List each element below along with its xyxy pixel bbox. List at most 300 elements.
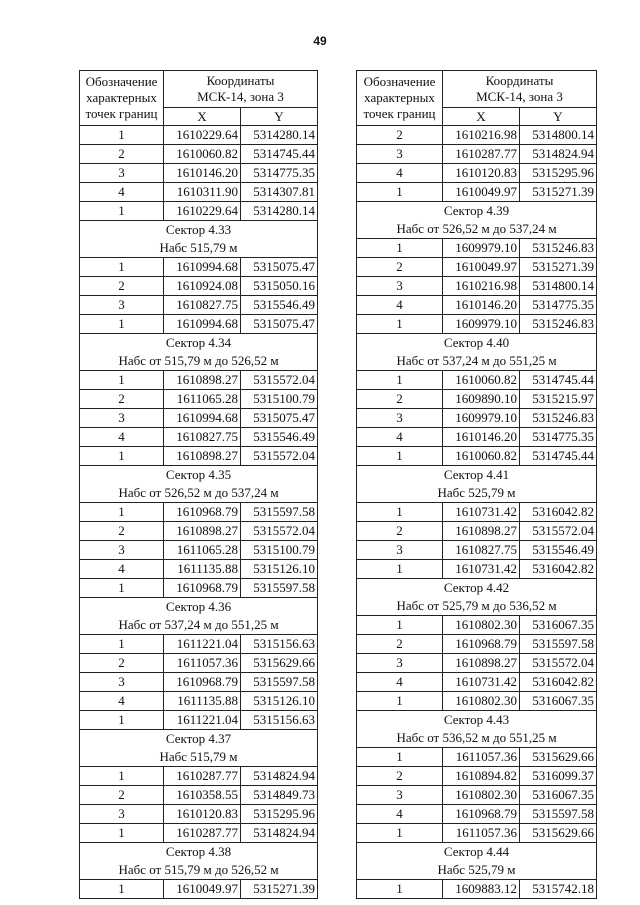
x-coordinate: 1610994.68 <box>164 409 241 428</box>
y-coordinate: 5315629.66 <box>520 748 597 767</box>
table-row <box>357 654 597 673</box>
x-coordinate: 1610827.75 <box>443 541 520 560</box>
x-coordinate: 1611057.36 <box>443 824 520 843</box>
point-number: 2 <box>357 390 443 409</box>
point-number: 1 <box>357 616 443 635</box>
table-row <box>80 145 318 164</box>
y-coordinate: 5315572.04 <box>241 522 318 541</box>
table-row <box>357 409 597 428</box>
sector-heading: Набс от 515,79 м до 526,52 м <box>80 861 318 880</box>
x-coordinate: 1610898.27 <box>164 371 241 390</box>
table-body-right <box>357 126 597 899</box>
point-number: 1 <box>80 880 164 899</box>
header-x: X <box>164 108 241 126</box>
y-coordinate: 5315271.39 <box>520 183 597 202</box>
table-row <box>357 239 597 258</box>
table-body-left <box>80 126 318 899</box>
point-number: 2 <box>80 654 164 673</box>
point-number: 2 <box>80 390 164 409</box>
x-coordinate: 1610802.30 <box>443 692 520 711</box>
sector-heading: Набс от 536,52 м до 551,25 м <box>357 729 597 748</box>
x-coordinate: 1609883.12 <box>443 880 520 899</box>
sector-heading: Набс от 537,24 м до 551,25 м <box>80 616 318 635</box>
x-coordinate: 1610968.79 <box>443 635 520 654</box>
point-number: 4 <box>357 428 443 447</box>
sector-heading: Набс 525,79 м <box>357 484 597 503</box>
point-number: 1 <box>80 371 164 390</box>
table-row <box>357 635 597 654</box>
header-point-line: точек границ <box>363 106 436 121</box>
point-number: 2 <box>80 277 164 296</box>
sector-heading-row <box>80 598 318 617</box>
x-coordinate: 1609979.10 <box>443 315 520 334</box>
y-coordinate: 5315246.83 <box>520 409 597 428</box>
table-row <box>357 522 597 541</box>
x-coordinate: 1610287.77 <box>443 145 520 164</box>
y-coordinate: 5315629.66 <box>520 824 597 843</box>
table-row <box>80 258 318 277</box>
y-coordinate: 5316042.82 <box>520 673 597 692</box>
header-coord-line: МСК-14, зона 3 <box>197 89 284 104</box>
y-coordinate: 5315597.58 <box>241 673 318 692</box>
header-point-designation <box>80 71 164 126</box>
header-coordinates <box>164 71 318 108</box>
x-coordinate: 1610994.68 <box>164 315 241 334</box>
x-coordinate: 1611065.28 <box>164 390 241 409</box>
x-coordinate: 1610994.68 <box>164 258 241 277</box>
x-coordinate: 1610358.55 <box>164 786 241 805</box>
table-row <box>357 164 597 183</box>
point-number: 3 <box>80 805 164 824</box>
sector-heading-row <box>80 466 318 485</box>
y-coordinate: 5315572.04 <box>241 447 318 466</box>
x-coordinate: 1610060.82 <box>443 371 520 390</box>
sector-heading-row <box>80 239 318 258</box>
point-number: 1 <box>357 748 443 767</box>
y-coordinate: 5315246.83 <box>520 239 597 258</box>
table-row <box>80 635 318 654</box>
point-number: 1 <box>80 767 164 786</box>
x-coordinate: 1610968.79 <box>443 805 520 824</box>
sector-heading: Набс 515,79 м <box>80 748 318 767</box>
point-number: 1 <box>80 258 164 277</box>
table-row <box>357 277 597 296</box>
x-coordinate: 1610968.79 <box>164 503 241 522</box>
sector-heading-row <box>80 484 318 503</box>
sector-heading-row <box>357 466 597 485</box>
point-number: 1 <box>80 503 164 522</box>
x-coordinate: 1610120.83 <box>164 805 241 824</box>
header-point-line: характерных <box>86 90 157 105</box>
y-coordinate: 5314824.94 <box>520 145 597 164</box>
y-coordinate: 5315572.04 <box>520 654 597 673</box>
x-coordinate: 1611221.04 <box>164 635 241 654</box>
point-number: 2 <box>80 522 164 541</box>
point-number: 1 <box>357 239 443 258</box>
table-row <box>80 315 318 334</box>
y-coordinate: 5314745.44 <box>520 447 597 466</box>
x-coordinate: 1610968.79 <box>164 579 241 598</box>
point-number: 1 <box>80 126 164 145</box>
y-coordinate: 5315597.58 <box>520 635 597 654</box>
point-number: 3 <box>357 409 443 428</box>
x-coordinate: 1610229.64 <box>164 202 241 221</box>
table-row <box>357 616 597 635</box>
sector-heading-row <box>357 729 597 748</box>
table-row <box>80 202 318 221</box>
sector-heading-row <box>80 334 318 353</box>
sector-heading: Сектор 4.43 <box>357 711 597 730</box>
header-point-line: точек границ <box>85 106 158 121</box>
y-coordinate: 5316067.35 <box>520 692 597 711</box>
header-coord-line: Координаты <box>206 73 275 88</box>
table-row <box>357 390 597 409</box>
y-coordinate: 5315271.39 <box>520 258 597 277</box>
x-coordinate: 1610216.98 <box>443 277 520 296</box>
sector-heading: Сектор 4.37 <box>80 730 318 749</box>
table-row <box>80 711 318 730</box>
y-coordinate: 5316042.82 <box>520 560 597 579</box>
y-coordinate: 5314280.14 <box>241 126 318 145</box>
x-coordinate: 1610120.83 <box>443 164 520 183</box>
header-point-line: Обозначение <box>363 74 436 89</box>
x-coordinate: 1610898.27 <box>443 522 520 541</box>
table-row <box>80 296 318 315</box>
sector-heading: Набс от 515,79 м до 526,52 м <box>80 352 318 371</box>
x-coordinate: 1610968.79 <box>164 673 241 692</box>
coordinates-table-right <box>356 70 597 899</box>
sector-heading: Сектор 4.34 <box>80 334 318 353</box>
table-row <box>357 560 597 579</box>
table-row <box>357 692 597 711</box>
table-row <box>357 673 597 692</box>
y-coordinate: 5314775.35 <box>520 428 597 447</box>
table-row <box>357 183 597 202</box>
table-row <box>80 503 318 522</box>
table-row <box>80 409 318 428</box>
sector-heading-row <box>80 748 318 767</box>
table-row <box>357 767 597 786</box>
x-coordinate: 1610049.97 <box>443 183 520 202</box>
point-number: 1 <box>357 503 443 522</box>
sector-heading-row <box>357 843 597 862</box>
y-coordinate: 5315246.83 <box>520 315 597 334</box>
y-coordinate: 5316067.35 <box>520 786 597 805</box>
point-number: 4 <box>80 692 164 711</box>
table-row <box>357 428 597 447</box>
x-coordinate: 1610898.27 <box>164 447 241 466</box>
x-coordinate: 1610898.27 <box>443 654 520 673</box>
y-coordinate: 5315075.47 <box>241 258 318 277</box>
sector-heading-row <box>357 711 597 730</box>
table-row <box>80 541 318 560</box>
y-coordinate: 5315075.47 <box>241 409 318 428</box>
x-coordinate: 1611057.36 <box>443 748 520 767</box>
sector-heading: Набс 515,79 м <box>80 239 318 258</box>
table-row <box>80 183 318 202</box>
sector-heading-row <box>357 597 597 616</box>
x-coordinate: 1610049.97 <box>443 258 520 277</box>
y-coordinate: 5314775.35 <box>241 164 318 183</box>
x-coordinate: 1610287.77 <box>164 767 241 786</box>
point-number: 3 <box>357 541 443 560</box>
sector-heading-row <box>357 861 597 880</box>
point-number: 4 <box>357 673 443 692</box>
y-coordinate: 5314280.14 <box>241 202 318 221</box>
y-coordinate: 5315075.47 <box>241 315 318 334</box>
x-coordinate: 1610924.08 <box>164 277 241 296</box>
x-coordinate: 1611135.88 <box>164 692 241 711</box>
point-number: 4 <box>80 183 164 202</box>
table-row <box>80 277 318 296</box>
header-point-line: характерных <box>364 90 435 105</box>
header-y: Y <box>241 108 318 126</box>
point-number: 4 <box>357 296 443 315</box>
x-coordinate: 1610060.82 <box>164 145 241 164</box>
y-coordinate: 5315100.79 <box>241 390 318 409</box>
y-coordinate: 5315050.16 <box>241 277 318 296</box>
header-point-line: Обозначение <box>85 74 158 89</box>
table-row <box>80 786 318 805</box>
point-number: 1 <box>357 824 443 843</box>
point-number: 2 <box>80 145 164 164</box>
point-number: 3 <box>80 296 164 315</box>
table-row <box>357 145 597 164</box>
point-number: 1 <box>357 371 443 390</box>
x-coordinate: 1610049.97 <box>164 880 241 899</box>
y-coordinate: 5315597.58 <box>520 805 597 824</box>
table-row <box>357 880 597 899</box>
y-coordinate: 5315126.10 <box>241 692 318 711</box>
x-coordinate: 1610146.20 <box>443 428 520 447</box>
point-number: 2 <box>357 258 443 277</box>
x-coordinate: 1610146.20 <box>164 164 241 183</box>
point-number: 3 <box>357 786 443 805</box>
point-number: 4 <box>80 428 164 447</box>
point-number: 1 <box>357 560 443 579</box>
y-coordinate: 5314745.44 <box>520 371 597 390</box>
sector-heading: Сектор 4.40 <box>357 334 597 353</box>
point-number: 4 <box>357 805 443 824</box>
header-y: Y <box>520 108 597 126</box>
y-coordinate: 5314307.81 <box>241 183 318 202</box>
y-coordinate: 5315100.79 <box>241 541 318 560</box>
sector-heading: Сектор 4.36 <box>80 598 318 617</box>
table-row <box>80 522 318 541</box>
y-coordinate: 5314849.73 <box>241 786 318 805</box>
sector-heading-row <box>80 730 318 749</box>
y-coordinate: 5315295.96 <box>520 164 597 183</box>
sector-heading-row <box>80 861 318 880</box>
point-number: 3 <box>80 409 164 428</box>
point-number: 1 <box>357 692 443 711</box>
point-number: 1 <box>80 824 164 843</box>
x-coordinate: 1609979.10 <box>443 409 520 428</box>
x-coordinate: 1610216.98 <box>443 126 520 145</box>
y-coordinate: 5314800.14 <box>520 277 597 296</box>
x-coordinate: 1610894.82 <box>443 767 520 786</box>
point-number: 3 <box>357 654 443 673</box>
table-row <box>357 296 597 315</box>
header-coordinates <box>443 71 597 108</box>
x-coordinate: 1611057.36 <box>164 654 241 673</box>
table-row <box>80 428 318 447</box>
y-coordinate: 5315126.10 <box>241 560 318 579</box>
sector-heading-row <box>80 843 318 862</box>
sector-heading: Сектор 4.38 <box>80 843 318 862</box>
y-coordinate: 5315572.04 <box>520 522 597 541</box>
sector-heading-row <box>357 579 597 598</box>
point-number: 3 <box>357 277 443 296</box>
point-number: 2 <box>357 522 443 541</box>
sector-heading-row <box>80 352 318 371</box>
x-coordinate: 1610731.42 <box>443 673 520 692</box>
x-coordinate: 1610229.64 <box>164 126 241 145</box>
header-point-designation <box>357 71 443 126</box>
coordinates-table-left <box>79 70 318 899</box>
table-row <box>80 579 318 598</box>
x-coordinate: 1611221.04 <box>164 711 241 730</box>
x-coordinate: 1610060.82 <box>443 447 520 466</box>
y-coordinate: 5315156.63 <box>241 635 318 654</box>
page-number: 49 <box>313 34 327 48</box>
point-number: 3 <box>80 164 164 183</box>
sector-heading-row <box>357 352 597 371</box>
sector-heading-row <box>80 221 318 240</box>
table-row <box>357 805 597 824</box>
sector-heading-row <box>80 616 318 635</box>
point-number: 3 <box>80 673 164 692</box>
table-row <box>80 805 318 824</box>
x-coordinate: 1611065.28 <box>164 541 241 560</box>
sector-heading: Набс от 526,52 м до 537,24 м <box>80 484 318 503</box>
table-row <box>357 315 597 334</box>
point-number: 2 <box>357 126 443 145</box>
point-number: 1 <box>80 315 164 334</box>
table-row <box>357 371 597 390</box>
table-row <box>357 824 597 843</box>
x-coordinate: 1610827.75 <box>164 428 241 447</box>
table-row <box>357 503 597 522</box>
y-coordinate: 5315271.39 <box>241 880 318 899</box>
sector-heading: Набс 525,79 м <box>357 861 597 880</box>
point-number: 1 <box>80 635 164 654</box>
table-row <box>80 824 318 843</box>
table-row <box>357 541 597 560</box>
sector-heading: Сектор 4.39 <box>357 202 597 221</box>
header-x: X <box>443 108 520 126</box>
table-row <box>80 654 318 673</box>
y-coordinate: 5315156.63 <box>241 711 318 730</box>
y-coordinate: 5315215.97 <box>520 390 597 409</box>
x-coordinate: 1609979.10 <box>443 239 520 258</box>
sector-heading-row <box>357 484 597 503</box>
sector-heading: Набс от 526,52 м до 537,24 м <box>357 220 597 239</box>
y-coordinate: 5315629.66 <box>241 654 318 673</box>
table-row <box>80 767 318 786</box>
table-row <box>357 748 597 767</box>
table-row <box>80 880 318 899</box>
x-coordinate: 1610802.30 <box>443 616 520 635</box>
point-number: 1 <box>80 202 164 221</box>
point-number: 1 <box>357 183 443 202</box>
x-coordinate: 1610898.27 <box>164 522 241 541</box>
table-row <box>357 258 597 277</box>
sector-heading: Сектор 4.35 <box>80 466 318 485</box>
point-number: 1 <box>80 579 164 598</box>
y-coordinate: 5314824.94 <box>241 767 318 786</box>
x-coordinate: 1611135.88 <box>164 560 241 579</box>
x-coordinate: 1610287.77 <box>164 824 241 843</box>
y-coordinate: 5314800.14 <box>520 126 597 145</box>
x-coordinate: 1610311.90 <box>164 183 241 202</box>
table-row <box>80 447 318 466</box>
table-row <box>80 126 318 145</box>
header-coord-line: МСК-14, зона 3 <box>476 89 563 104</box>
point-number: 3 <box>357 145 443 164</box>
point-number: 1 <box>357 315 443 334</box>
sector-heading: Сектор 4.42 <box>357 579 597 598</box>
table-row <box>80 560 318 579</box>
table-row <box>80 673 318 692</box>
table-row <box>80 164 318 183</box>
table-row <box>357 126 597 145</box>
y-coordinate: 5316042.82 <box>520 503 597 522</box>
sector-heading: Сектор 4.41 <box>357 466 597 485</box>
point-number: 1 <box>80 447 164 466</box>
point-number: 4 <box>357 164 443 183</box>
table-row <box>357 447 597 466</box>
sector-heading: Набс от 537,24 м до 551,25 м <box>357 352 597 371</box>
point-number: 2 <box>357 767 443 786</box>
sector-heading-row <box>357 220 597 239</box>
sector-heading: Сектор 4.33 <box>80 221 318 240</box>
point-number: 3 <box>80 541 164 560</box>
table-row <box>357 786 597 805</box>
x-coordinate: 1610146.20 <box>443 296 520 315</box>
x-coordinate: 1610802.30 <box>443 786 520 805</box>
y-coordinate: 5315597.58 <box>241 579 318 598</box>
y-coordinate: 5315597.58 <box>241 503 318 522</box>
point-number: 2 <box>357 635 443 654</box>
x-coordinate: 1609890.10 <box>443 390 520 409</box>
y-coordinate: 5315546.49 <box>241 296 318 315</box>
y-coordinate: 5315572.04 <box>241 371 318 390</box>
sector-heading: Сектор 4.44 <box>357 843 597 862</box>
sector-heading-row <box>357 202 597 221</box>
point-number: 1 <box>80 711 164 730</box>
y-coordinate: 5314824.94 <box>241 824 318 843</box>
y-coordinate: 5315546.49 <box>520 541 597 560</box>
table-row <box>80 390 318 409</box>
y-coordinate: 5314775.35 <box>520 296 597 315</box>
x-coordinate: 1610731.42 <box>443 503 520 522</box>
y-coordinate: 5316099.37 <box>520 767 597 786</box>
y-coordinate: 5315295.96 <box>241 805 318 824</box>
y-coordinate: 5314745.44 <box>241 145 318 164</box>
table-row <box>80 692 318 711</box>
point-number: 1 <box>357 447 443 466</box>
x-coordinate: 1610827.75 <box>164 296 241 315</box>
point-number: 4 <box>80 560 164 579</box>
y-coordinate: 5316067.35 <box>520 616 597 635</box>
y-coordinate: 5315546.49 <box>241 428 318 447</box>
table-row <box>80 371 318 390</box>
sector-heading: Набс от 525,79 м до 536,52 м <box>357 597 597 616</box>
x-coordinate: 1610731.42 <box>443 560 520 579</box>
sector-heading-row <box>357 334 597 353</box>
y-coordinate: 5315742.18 <box>520 880 597 899</box>
